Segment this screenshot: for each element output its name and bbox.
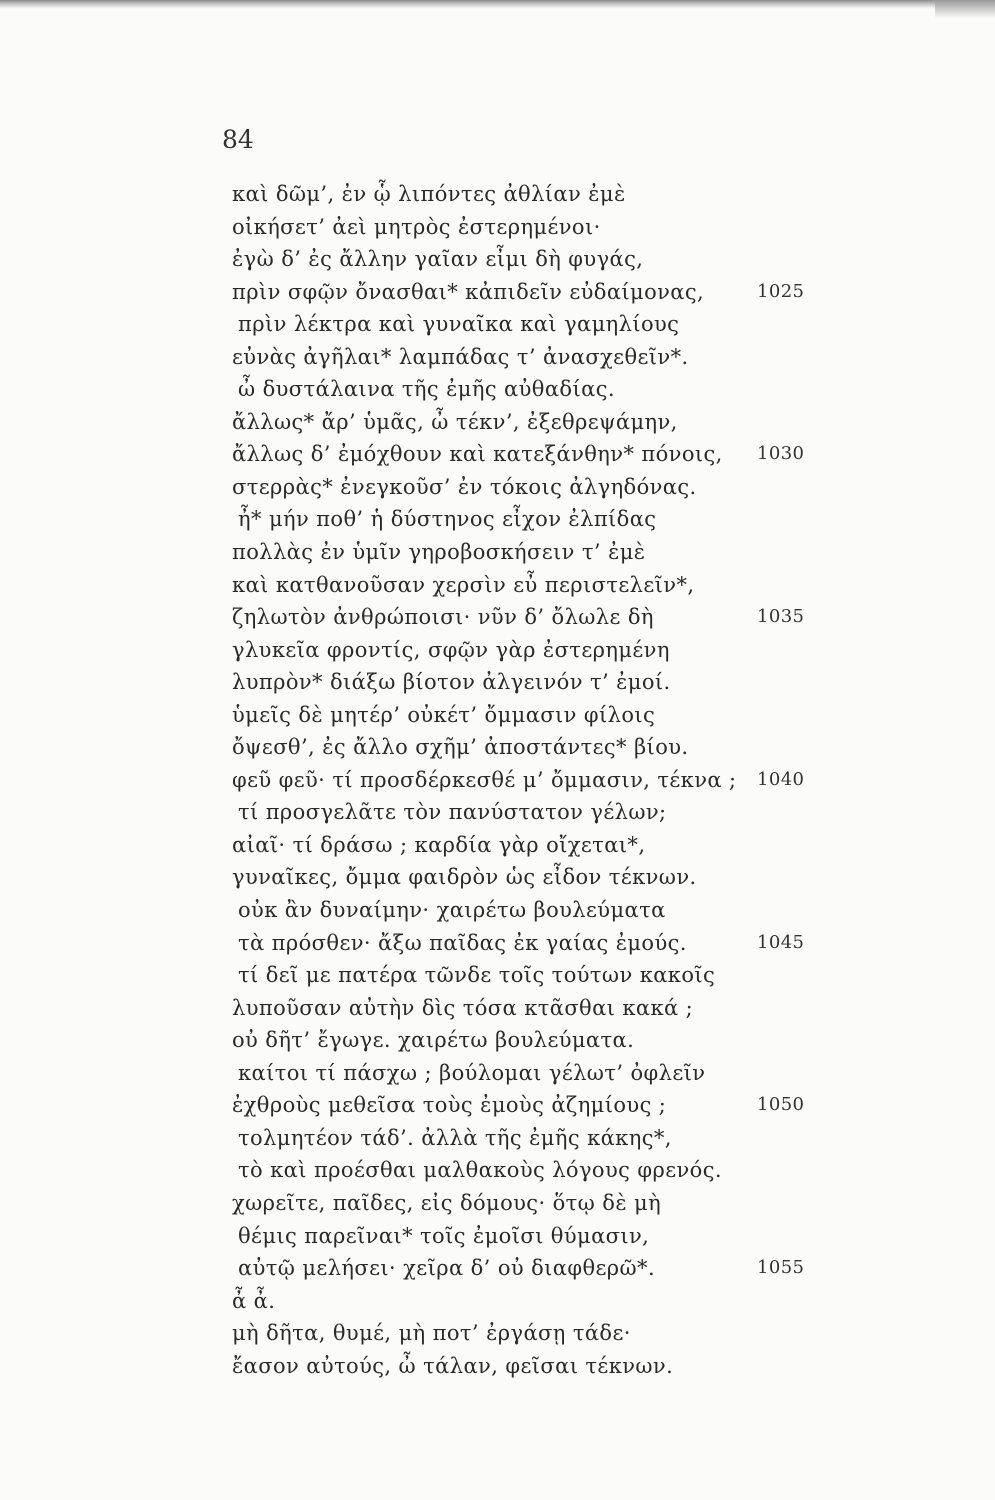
verse-text: εὐνὰς ἀγῆλαι* λαμπάδας τ’ ἀνασχεθεῖν*. [232, 344, 689, 369]
verse-text: ὑμεῖς δὲ μητέρ’ οὐκέτ’ ὄμμασιν φίλοις [232, 702, 656, 727]
line-number: 1055 [757, 1257, 805, 1279]
verse-line [0, 373, 995, 406]
line-number: 1040 [757, 768, 805, 790]
verse-line [0, 1024, 995, 1057]
verse-line [0, 438, 995, 471]
verse-text: πολλὰς ἐν ὑμῖν γηροβοσκήσειν τ’ ἐμὲ [232, 540, 646, 565]
verse-line [0, 1122, 995, 1155]
verse-text: χωρεῖτε, παῖδες, εἰς δόμους· ὅτῳ δὲ μὴ [232, 1190, 662, 1215]
verse-text: τί προσγελᾶτε τὸν πανύστατον γέλων; [238, 800, 667, 825]
verse-text: μὴ δῆτα, θυμέ, μὴ ποτ’ ἐργάσῃ τάδε· [232, 1321, 631, 1346]
verse-line [0, 308, 995, 341]
verse-text: ὦ δυστάλαινα τῆς ἐμῆς αὐθαδίας. [238, 377, 615, 402]
verse-text: ἦ* μήν ποθ’ ἡ δύστηνος εἶχον ἐλπίδας [238, 507, 657, 532]
page-top-edge [0, 0, 995, 9]
verse-text: οὐ δῆτ’ ἔγωγε. χαιρέτω βουλεύματα. [232, 1028, 635, 1053]
verse-line [0, 796, 995, 829]
verse-text: οὐκ ἂν δυναίμην· χαιρέτω βουλεύματα [238, 898, 666, 923]
verse-text: καίτοι τί πάσχω ; βούλομαι γέλωτ’ ὀφλεῖν [238, 1060, 706, 1085]
verse-text: τολμητέον τάδ’. ἀλλὰ τῆς ἐμῆς κάκης*, [238, 1125, 672, 1150]
verse-text: τὸ καὶ προέσθαι μαλθακοὺς λόγους φρενός. [238, 1158, 722, 1183]
verse-text: αὐτῷ μελήσει· χεῖρα δ’ οὐ διαφθερῶ*. [238, 1256, 656, 1281]
verse-line [0, 731, 995, 764]
verse-line [0, 601, 995, 634]
verse-line [0, 471, 995, 504]
verse-line [0, 894, 995, 927]
verse-text: ἐγὼ δ’ ἐς ἄλλην γαῖαν εἶμι δὴ φυγάς, [232, 247, 644, 272]
line-number: 1030 [757, 443, 805, 465]
verse-line [0, 959, 995, 992]
verse-text: ζηλωτὸν ἀνθρώποισι· νῦν δ’ ὄλωλε δὴ [232, 605, 654, 630]
verse-line [0, 829, 995, 862]
verse-text: ἆ ἆ. [232, 1288, 276, 1313]
verse-line [0, 1057, 995, 1090]
verse-text: αἰαῖ· τί δράσω ; καρδία γὰρ οἴχεται*, [232, 832, 646, 857]
verse-text: πρὶν λέκτρα καὶ γυναῖκα καὶ γαμηλίους [238, 312, 680, 337]
verse-text: οἰκήσετ’ ἀεὶ μητρὸς ἐστερημένοι· [232, 214, 601, 239]
verse-line [0, 406, 995, 439]
verse-line [0, 666, 995, 699]
verse-text: ὄψεσθ’, ἐς ἄλλο σχῆμ’ ἀποστάντες* βίου. [232, 735, 689, 760]
verse-text: γυναῖκες, ὄμμα φαιδρὸν ὡς εἶδον τέκνων. [232, 865, 697, 890]
verse-line [0, 634, 995, 667]
verse-line [0, 1350, 995, 1383]
verse-text: πρὶν σφῷν ὄνασθαι* κἀπιδεῖν εὐδαίμονας, [232, 279, 705, 304]
verse-line [0, 699, 995, 732]
verse-line [0, 1089, 995, 1122]
verse-text: στερρὰς* ἐνεγκοῦσ’ ἐν τόκοις ἀλγηδόνας. [232, 474, 697, 499]
verse-text: ἄλλως* ἄρ’ ὑμᾶς, ὦ τέκν’, ἐξεθρεψάμην, [232, 409, 678, 434]
page-corner-shadow [935, 0, 995, 18]
verse-line [0, 927, 995, 960]
verse-text: λυποῦσαν αὐτὴν δὶς τόσα κτᾶσθαι κακά ; [232, 995, 694, 1020]
page-number: 84 [222, 125, 254, 154]
verse-line [0, 536, 995, 569]
verse-line [0, 569, 995, 602]
verse-block [0, 178, 995, 1382]
verse-text: τί δεῖ με πατέρα τῶνδε τοῖς τούτων κακοῖς [238, 963, 716, 988]
verse-text: λυπρὸν* διάξω βίοτον ἀλγεινόν τ’ ἐμοί. [232, 670, 671, 695]
verse-text: γλυκεῖα φροντίς, σφῷν γὰρ ἐστερημένη [232, 637, 670, 662]
verse-line [0, 1220, 995, 1253]
verse-line [0, 243, 995, 276]
verse-text: καὶ κατθανοῦσαν χερσὶν εὖ περιστελεῖν*, [232, 572, 695, 597]
verse-line [0, 276, 995, 309]
verse-line [0, 211, 995, 244]
verse-line [0, 503, 995, 536]
verse-line [0, 861, 995, 894]
line-number: 1050 [757, 1094, 805, 1116]
verse-text: καὶ δῶμ’, ἐν ᾧ λιπόντες ἀθλίαν ἐμὲ [232, 182, 626, 206]
verse-line [0, 1285, 995, 1318]
verse-line [0, 992, 995, 1025]
line-number: 1025 [757, 280, 805, 302]
verse-text: φεῦ φεῦ· τί προσδέρκεσθέ μ’ ὄμμασιν, τέκνα ; [232, 767, 737, 792]
verse-text: ἐχθροὺς μεθεῖσα τοὺς ἐμοὺς ἀζημίους ; [232, 1093, 667, 1118]
verse-line [0, 1252, 995, 1285]
verse-text: ἄλλως δ’ ἐμόχθουν καὶ κατεξάνθην* πόνοις, [232, 442, 723, 467]
verse-line [0, 764, 995, 797]
verse-line [0, 341, 995, 374]
verse-text: θέμις παρεῖναι* τοῖς ἐμοῖσι θύμασιν, [238, 1223, 650, 1248]
verse-line [0, 1154, 995, 1187]
verse-text: ἔασον αὐτούς, ὦ τάλαν, φεῖσαι τέκνων. [232, 1353, 674, 1378]
line-number: 1045 [757, 931, 805, 953]
line-number: 1035 [757, 606, 805, 628]
verse-text: τὰ πρόσθεν· ἄξω παῖδας ἐκ γαίας ἐμούς. [238, 930, 687, 955]
verse-line [0, 1187, 995, 1220]
verse-line [0, 178, 995, 211]
verse-line [0, 1317, 995, 1350]
